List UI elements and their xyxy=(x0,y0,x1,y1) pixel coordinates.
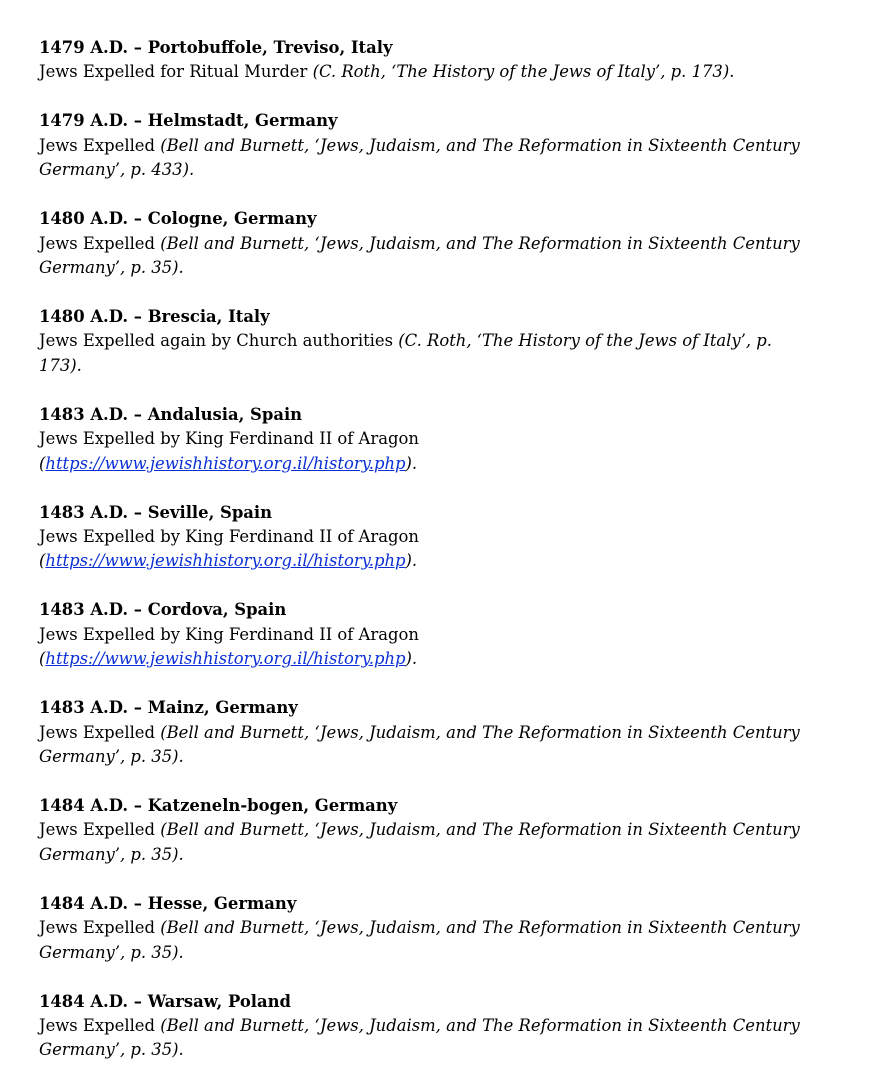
entry-title: 1480 A.D. – Cologne, Germany xyxy=(39,209,317,229)
entry-citation: (C. Roth, ‘The History of the Jews of Italy’, p. 173). xyxy=(312,62,735,82)
entry-citation-cont: Germany’, p. 35). xyxy=(39,942,184,962)
entry-body-line xyxy=(39,721,854,745)
entry xyxy=(39,598,854,671)
entry-text: Jews Expelled by King Ferdinand II of Aragon xyxy=(39,624,419,644)
entry xyxy=(39,990,854,1063)
entry-citation-cont: 173). xyxy=(39,355,82,375)
entry-link-line xyxy=(39,549,854,573)
entry-body-line xyxy=(39,623,854,647)
open-paren: ( xyxy=(39,551,46,571)
entry-citation: (Bell and Burnett, ‘Jews, Judaism, and The Reformation in Sixteenth Century xyxy=(160,918,800,938)
entry-body-line xyxy=(39,60,854,84)
entry-link-line xyxy=(39,452,854,476)
entry-title: 1483 A.D. – Andalusia, Spain xyxy=(39,404,303,424)
entry-citation: (Bell and Burnett, ‘Jews, Judaism, and The Reformation in Sixteenth Century xyxy=(160,722,800,742)
close-paren: ). xyxy=(405,551,418,571)
entry-title: 1479 A.D. – Helmstadt, Germany xyxy=(39,111,338,131)
entry-body-line xyxy=(39,818,854,842)
source-link[interactable]: https://www.jewishhistory.org.il/history.php xyxy=(45,649,406,669)
close-paren: ). xyxy=(405,453,418,473)
open-paren: ( xyxy=(39,649,46,669)
entry xyxy=(39,305,854,378)
entry-text: Jews Expelled by King Ferdinand II of Aragon xyxy=(39,526,419,546)
entry xyxy=(39,403,854,476)
entry-text: Jews Expelled xyxy=(39,1015,161,1035)
entry xyxy=(39,36,854,85)
entry xyxy=(39,794,854,867)
close-paren: ). xyxy=(405,649,418,669)
entry xyxy=(39,109,854,182)
entry xyxy=(39,696,854,769)
entry-title: 1479 A.D. – Portobuffole, Treviso, Italy xyxy=(39,38,393,57)
entry-text: Jews Expelled for Ritual Murder xyxy=(39,62,313,82)
entry-body-line xyxy=(39,1014,854,1038)
entry-citation: (Bell and Burnett, ‘Jews, Judaism, and The Reformation in Sixteenth Century xyxy=(160,135,800,155)
entry-title: 1484 A.D. – Katzeneln-bogen, Germany xyxy=(39,795,398,815)
entry-body-line xyxy=(39,916,854,940)
entry-citation: (C. Roth, ‘The History of the Jews of Italy’, p. xyxy=(398,331,773,351)
entry-text: Jews Expelled xyxy=(39,820,161,840)
entry-text: Jews Expelled xyxy=(39,722,161,742)
entry-title: 1484 A.D. – Hesse, Germany xyxy=(39,893,297,913)
entry-body-line xyxy=(39,329,854,353)
entry-title: 1483 A.D. – Cordova, Spain xyxy=(39,600,287,620)
entry-citation-cont: Germany’, p. 433). xyxy=(39,160,195,180)
document-page xyxy=(39,36,854,1087)
open-paren: ( xyxy=(39,453,46,473)
entry-citation: (Bell and Burnett, ‘Jews, Judaism, and The Reformation in Sixteenth Century xyxy=(160,233,800,253)
entry-body-line xyxy=(39,232,854,256)
entry-title: 1480 A.D. – Brescia, Italy xyxy=(39,306,270,326)
entry-text: Jews Expelled again by Church authorities xyxy=(39,331,399,351)
entry-citation-cont: Germany’, p. 35). xyxy=(39,747,184,767)
entry-citation-cont: Germany’, p. 35). xyxy=(39,1040,184,1060)
entry-body-line xyxy=(39,525,854,549)
source-link[interactable]: https://www.jewishhistory.org.il/history.php xyxy=(45,453,406,473)
entry-text: Jews Expelled xyxy=(39,918,161,938)
entry-title: 1483 A.D. – Seville, Spain xyxy=(39,502,273,522)
entry xyxy=(39,892,854,965)
entry-citation: (Bell and Burnett, ‘Jews, Judaism, and The Reformation in Sixteenth Century xyxy=(160,820,800,840)
entry-citation-cont: Germany’, p. 35). xyxy=(39,258,184,278)
entry xyxy=(39,501,854,574)
entry xyxy=(39,207,854,280)
entry-body-line xyxy=(39,427,854,451)
entry-citation: (Bell and Burnett, ‘Jews, Judaism, and The Reformation in Sixteenth Century xyxy=(160,1015,800,1035)
entry-body-line xyxy=(39,134,854,158)
source-link[interactable]: https://www.jewishhistory.org.il/history.php xyxy=(45,551,406,571)
entry-link-line xyxy=(39,647,854,671)
entry-title: 1483 A.D. – Mainz, Germany xyxy=(39,698,298,718)
entry-citation-cont: Germany’, p. 35). xyxy=(39,844,184,864)
entry-text: Jews Expelled by King Ferdinand II of Aragon xyxy=(39,429,419,449)
entry-text: Jews Expelled xyxy=(39,135,161,155)
entry-title: 1484 A.D. – Warsaw, Poland xyxy=(39,991,292,1011)
entry-text: Jews Expelled xyxy=(39,233,161,253)
